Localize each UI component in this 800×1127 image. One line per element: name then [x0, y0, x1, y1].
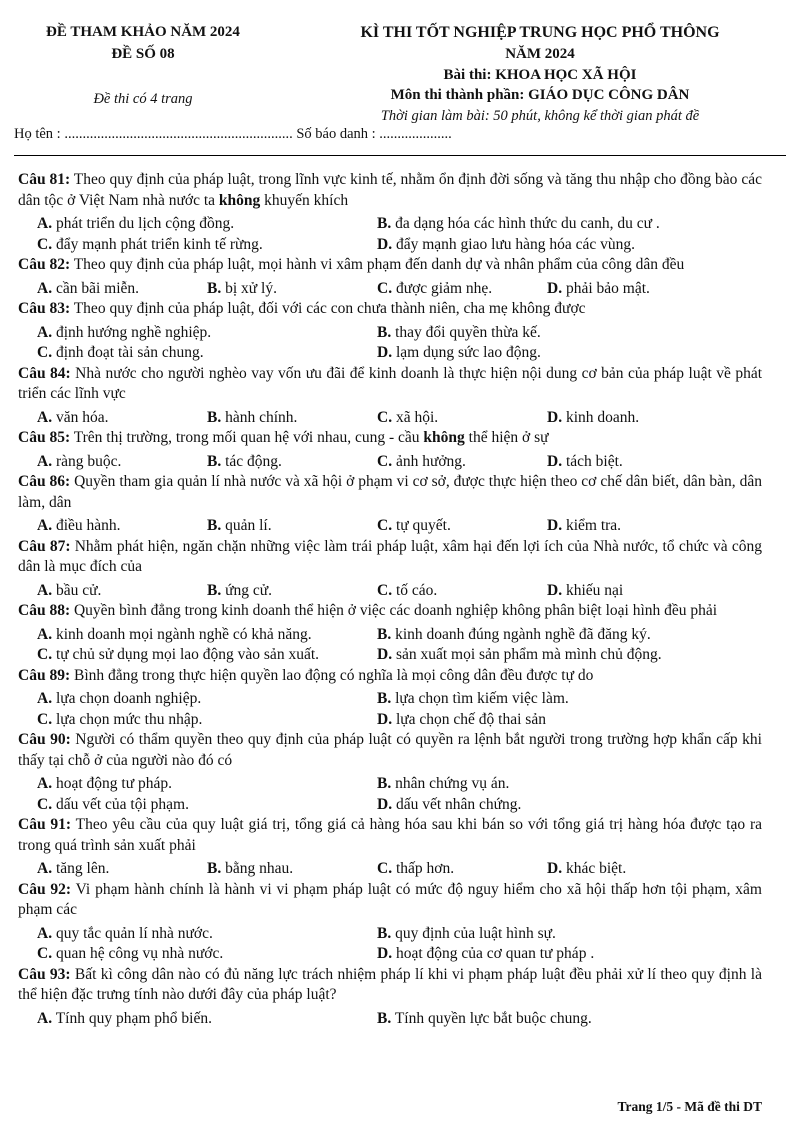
option-text: phát triển du lịch cộng đồng. [55, 215, 235, 232]
question-text [18, 428, 762, 449]
option-letter: C. [377, 517, 393, 534]
answer-option [547, 581, 623, 602]
answer-option [37, 944, 377, 965]
option-letter: C. [37, 710, 53, 728]
answer-option [377, 214, 757, 235]
question-item [18, 815, 762, 880]
option-text: hành chính. [225, 408, 298, 426]
question-item [18, 472, 762, 537]
answer-option [547, 516, 621, 537]
option-text: thay đổi quyền thừa kế. [395, 323, 541, 341]
answer-option [377, 1009, 757, 1030]
question-number: Câu 87: [18, 537, 71, 555]
time-limit: Thời gian làm bài: 50 phút, không kể thời gian phát đề [380, 108, 700, 124]
option-letter: C. [37, 945, 53, 962]
answer-options [18, 859, 762, 880]
answer-option [207, 452, 377, 473]
option-text: thấp hơn. [395, 860, 455, 877]
answer-options [18, 279, 762, 300]
question-number: Câu 82: [18, 256, 71, 273]
answer-option [37, 795, 377, 816]
answer-option [547, 408, 639, 429]
option-text: điều hành. [55, 517, 121, 534]
option-letter: D. [377, 235, 393, 253]
question-stem-end: thể hiện ở sự [464, 429, 549, 446]
reference-exam-title: ĐỀ THAM KHẢO NĂM 2024 [46, 24, 240, 40]
option-letter: D. [547, 279, 563, 297]
answer-options [18, 516, 762, 537]
answer-option [207, 581, 377, 602]
header-divider [14, 155, 786, 156]
question-item [18, 364, 762, 429]
option-text: đẩy mạnh giao lưu hàng hóa các vùng. [395, 235, 636, 253]
question-number: Câu 92: [18, 880, 72, 898]
subject-name: Môn thi thành phần: GIÁO DỤC CÔNG DÂN [390, 87, 690, 103]
question-number: Câu 85: [18, 429, 71, 446]
question-number: Câu 88: [18, 602, 71, 619]
answer-option [37, 625, 377, 646]
option-text: được giảm nhẹ. [395, 279, 493, 297]
question-number: Câu 86: [18, 473, 71, 490]
answer-option [37, 645, 377, 666]
option-letter: A. [37, 452, 53, 470]
question-text [18, 537, 762, 578]
answer-option [37, 859, 207, 880]
question-text [18, 299, 762, 320]
option-text: ràng buộc. [55, 452, 122, 470]
option-text: cần bãi miễn. [55, 279, 140, 297]
option-text: kinh doanh mọi ngành nghề có khả năng. [55, 625, 312, 643]
answer-option [377, 645, 757, 666]
answer-option [37, 452, 207, 473]
answer-option [37, 214, 377, 235]
answer-option [37, 408, 207, 429]
question-stem-end: khuyến khích [260, 191, 349, 209]
question-item [18, 299, 762, 364]
question-item [18, 965, 762, 1030]
option-letter: A. [37, 408, 53, 426]
option-letter: C. [37, 795, 53, 813]
option-letter: A. [37, 215, 53, 232]
option-text: quy định của luật hình sự. [395, 924, 556, 942]
answer-option [377, 689, 757, 710]
answer-options [18, 774, 762, 815]
option-text: định đoạt tài sản chung. [55, 344, 204, 361]
question-number: Câu 83: [18, 300, 71, 317]
question-text [18, 666, 762, 687]
question-stem: Theo quy định của pháp luật, đối với các con chưa thành niên, cha mẹ không được [73, 300, 586, 317]
answer-option [37, 343, 377, 364]
answer-option [37, 235, 377, 256]
question-stem: Bất kì công dân nào có đủ năng lực trách nhiệm pháp lí khi vi phạm pháp luật đều phải xử lí theo quy định là thể hiện đặc trưng tính nào dưới đây của pháp luật? [18, 965, 762, 1003]
answer-options [18, 408, 762, 429]
answer-option [37, 323, 377, 344]
exam-year: NĂM 2024 [505, 46, 575, 62]
option-text: tự chủ sử dụng mọi lao động vào sản xuất. [55, 646, 319, 663]
question-number: Câu 84: [18, 364, 71, 382]
question-number: Câu 90: [18, 731, 71, 748]
question-text [18, 601, 762, 622]
answer-options [18, 689, 762, 730]
question-stem: Bình đẳng trong thực hiện quyền lao động có nghĩa là mọi công dân đều được tự do [73, 666, 594, 684]
answer-option [37, 516, 207, 537]
answer-option [377, 924, 757, 945]
answer-option [547, 859, 626, 880]
option-letter: D. [547, 452, 563, 470]
question-text [18, 880, 762, 921]
option-text: kiểm tra. [565, 517, 622, 534]
answer-options [18, 323, 762, 364]
option-letter: B. [207, 279, 222, 297]
answer-option [37, 689, 377, 710]
option-text: hoạt động tư pháp. [55, 775, 172, 792]
option-letter: D. [377, 945, 393, 962]
option-text: kinh doanh. [565, 408, 640, 426]
emphasis-word: không [423, 429, 465, 446]
answer-option [37, 581, 207, 602]
option-text: xã hội. [395, 408, 439, 426]
answer-option [377, 343, 757, 364]
answer-option [37, 774, 377, 795]
option-letter: B. [207, 408, 222, 426]
question-stem: Quyền bình đẳng trong kinh doanh thể hiện ở việc các doanh nghiệp không phân biệt loại hình đều phải [73, 602, 718, 619]
option-text: lựa chọn doanh nghiệp. [55, 690, 202, 707]
option-text: dấu vết nhân chứng. [395, 795, 522, 813]
option-text: phải bảo mật. [565, 279, 650, 297]
answer-option [377, 408, 547, 429]
exam-main-title: KÌ THI TỐT NGHIỆP TRUNG HỌC PHỔ THÔNG [360, 24, 720, 41]
option-letter: A. [37, 1009, 53, 1027]
option-text: tố cáo. [395, 581, 438, 599]
question-item [18, 666, 762, 731]
option-letter: C. [377, 452, 393, 470]
option-letter: A. [37, 690, 53, 707]
answer-option [207, 279, 377, 300]
answer-option [377, 279, 547, 300]
answer-option [377, 516, 547, 537]
answer-option [37, 279, 207, 300]
option-letter: B. [377, 323, 392, 341]
question-item [18, 601, 762, 666]
option-letter: C. [377, 408, 393, 426]
option-text: tác động. [225, 452, 282, 470]
question-number: Câu 89: [18, 666, 71, 684]
answer-options [18, 924, 762, 965]
answer-option [37, 924, 377, 945]
answer-option [547, 452, 623, 473]
answer-options [18, 452, 762, 473]
answer-option [377, 235, 757, 256]
question-stem: Nhằm phát hiện, ngăn chặn những việc làm trái pháp luật, xâm hại đến lợi ích của Nhà nước, tổ chức và công dân là mục đích của [18, 537, 762, 575]
question-item [18, 255, 762, 299]
answer-option [207, 516, 377, 537]
option-letter: A. [37, 860, 53, 877]
question-stem: Trên thị trường, trong mối quan hệ với nhau, cung - cầu [73, 429, 424, 446]
option-text: hoạt động của cơ quan tư pháp . [395, 945, 595, 962]
candidate-info-row [14, 126, 452, 143]
option-letter: B. [377, 690, 392, 707]
option-text: kinh doanh đúng ngành nghề đã đăng ký. [395, 625, 651, 643]
option-letter: B. [377, 1009, 392, 1027]
answer-option [37, 1009, 377, 1030]
exam-number: ĐỀ SỐ 08 [111, 46, 175, 62]
option-text: định hướng nghề nghiệp. [55, 323, 212, 341]
answer-option [377, 710, 757, 731]
answer-option [377, 452, 547, 473]
option-letter: D. [547, 860, 563, 877]
option-letter: A. [37, 625, 53, 643]
option-letter: B. [207, 517, 222, 534]
option-letter: A. [37, 924, 53, 942]
question-stem: Người có thẩm quyền theo quy định của pháp luật có quyền ra lệnh bắt người trong trường hợp khẩn cấp khi thấy tại chỗ ở của người nào đó có [18, 731, 762, 769]
option-text: bị xử lý. [225, 279, 277, 297]
answer-option [207, 408, 377, 429]
option-text: khác biệt. [565, 860, 627, 877]
answer-options [18, 1009, 762, 1030]
question-stem: Theo yêu cầu của quy luật giá trị, tổng giá cả hàng hóa sau khi bán so với tổng giá trị hàng hóa được tạo ra trong quá trình sản xuất phải [18, 816, 762, 854]
option-text: Tính quy phạm phổ biến. [55, 1009, 212, 1027]
option-letter: B. [207, 452, 222, 470]
option-text: lựa chọn chế độ thai sản [395, 710, 546, 728]
option-text: Tính quyền lực bắt buộc chung. [394, 1009, 592, 1027]
question-number: Câu 93: [18, 965, 71, 983]
option-text: lựa chọn tìm kiếm việc làm. [395, 690, 569, 707]
answer-option [377, 795, 757, 816]
option-letter: B. [377, 215, 392, 232]
option-text: bầu cử. [55, 581, 102, 599]
option-letter: C. [377, 279, 393, 297]
option-letter: D. [547, 517, 563, 534]
pages-note: Đề thi có 4 trang [93, 91, 193, 107]
option-text: bằng nhau. [225, 860, 294, 877]
question-item [18, 537, 762, 602]
answer-option [207, 859, 377, 880]
option-text: quan hệ công vụ nhà nước. [55, 945, 224, 962]
answer-options [18, 625, 762, 666]
option-letter: D. [377, 795, 393, 813]
option-text: nhân chứng vụ án. [395, 775, 510, 792]
option-text: ảnh hưởng. [395, 452, 466, 470]
option-text: đẩy mạnh phát triển kinh tế rừng. [55, 235, 263, 253]
option-letter: B. [377, 924, 392, 942]
option-text: ứng cử. [225, 581, 273, 599]
answer-options [18, 214, 762, 255]
option-text: quy tắc quản lí nhà nước. [55, 924, 213, 942]
option-letter: C. [377, 860, 393, 877]
question-text [18, 965, 762, 1006]
question-list [18, 170, 762, 1029]
question-stem: Nhà nước cho người nghèo vay vốn ưu đãi để kinh doanh là thực hiện nội dung cơ bản của pháp luật về phát triển các lĩnh vực [18, 364, 763, 402]
question-text [18, 255, 762, 276]
answer-option [37, 710, 377, 731]
option-text: đa dạng hóa các hình thức du canh, du cư . [395, 215, 660, 232]
option-text: quản lí. [225, 517, 272, 534]
answer-option [547, 279, 650, 300]
option-text: tự quyết. [395, 517, 451, 534]
option-letter: B. [377, 775, 392, 792]
option-letter: A. [37, 323, 53, 341]
option-letter: D. [377, 710, 393, 728]
candidate-number-field: Số báo danh : .................... [296, 126, 452, 142]
question-text [18, 730, 762, 771]
question-text [18, 815, 762, 856]
option-text: dấu vết của tội phạm. [55, 795, 189, 813]
question-text [18, 472, 762, 513]
emphasis-word: không [218, 191, 261, 209]
option-letter: A. [37, 517, 53, 534]
answer-option [377, 323, 757, 344]
answer-options [18, 581, 762, 602]
answer-option [377, 625, 757, 646]
option-text: tăng lên. [55, 860, 110, 877]
option-letter: C. [37, 235, 53, 253]
answer-option [377, 581, 547, 602]
question-item [18, 428, 762, 472]
question-item [18, 880, 762, 965]
answer-option [377, 774, 757, 795]
question-stem: Theo quy định của pháp luật, mọi hành vi xâm phạm đến danh dự và nhân phẩm của công dân đều [73, 256, 685, 273]
question-number: Câu 81: [18, 171, 71, 188]
answer-option [377, 944, 757, 965]
option-letter: A. [37, 581, 53, 599]
option-text: tách biệt. [565, 452, 623, 470]
option-text: khiếu nại [565, 581, 624, 599]
option-letter: D. [377, 646, 393, 663]
option-letter: B. [207, 860, 222, 877]
option-letter: C. [377, 581, 393, 599]
question-text [18, 170, 762, 211]
option-letter: D. [377, 344, 393, 361]
question-stem: Quyền tham gia quản lí nhà nước và xã hội ở phạm vi cơ sở, được thực hiện theo cơ chế dân biết, dân bàn, dân làm, dân [18, 473, 762, 511]
candidate-name-field: Họ tên : ............................................................... [14, 126, 293, 142]
option-letter: C. [37, 646, 53, 663]
option-letter: D. [547, 581, 563, 599]
question-text [18, 364, 762, 405]
question-number: Câu 91: [18, 816, 72, 833]
option-letter: B. [207, 581, 222, 599]
answer-option [377, 859, 547, 880]
exam-name: Bài thi: KHOA HỌC XÃ HỘI [443, 67, 637, 83]
option-letter: A. [37, 279, 53, 297]
option-letter: C. [37, 344, 53, 361]
option-text: sản xuất mọi sản phẩm mà mình chủ động. [395, 646, 662, 663]
option-letter: A. [37, 775, 53, 792]
question-item [18, 730, 762, 815]
question-stem: Theo quy định của pháp luật, trong lĩnh vực kinh tế, nhằm ổn định đời sống và tăng thu nhập cho đồng bào các dân tộc ở Việt Nam nhà nước ta [18, 171, 762, 209]
page-footer: Trang 1/5 - Mã đề thi DT [617, 1099, 762, 1114]
question-stem: Vi phạm hành chính là hành vi vi phạm pháp luật có mức độ nguy hiểm cho xã hội thấp hơn tội phạm, xâm phạm các [18, 880, 762, 918]
option-text: văn hóa. [55, 408, 109, 426]
option-letter: B. [377, 625, 392, 643]
option-text: lạm dụng sức lao động. [395, 344, 541, 361]
question-item [18, 170, 762, 255]
option-letter: D. [547, 408, 563, 426]
option-text: lựa chọn mức thu nhập. [55, 710, 203, 728]
